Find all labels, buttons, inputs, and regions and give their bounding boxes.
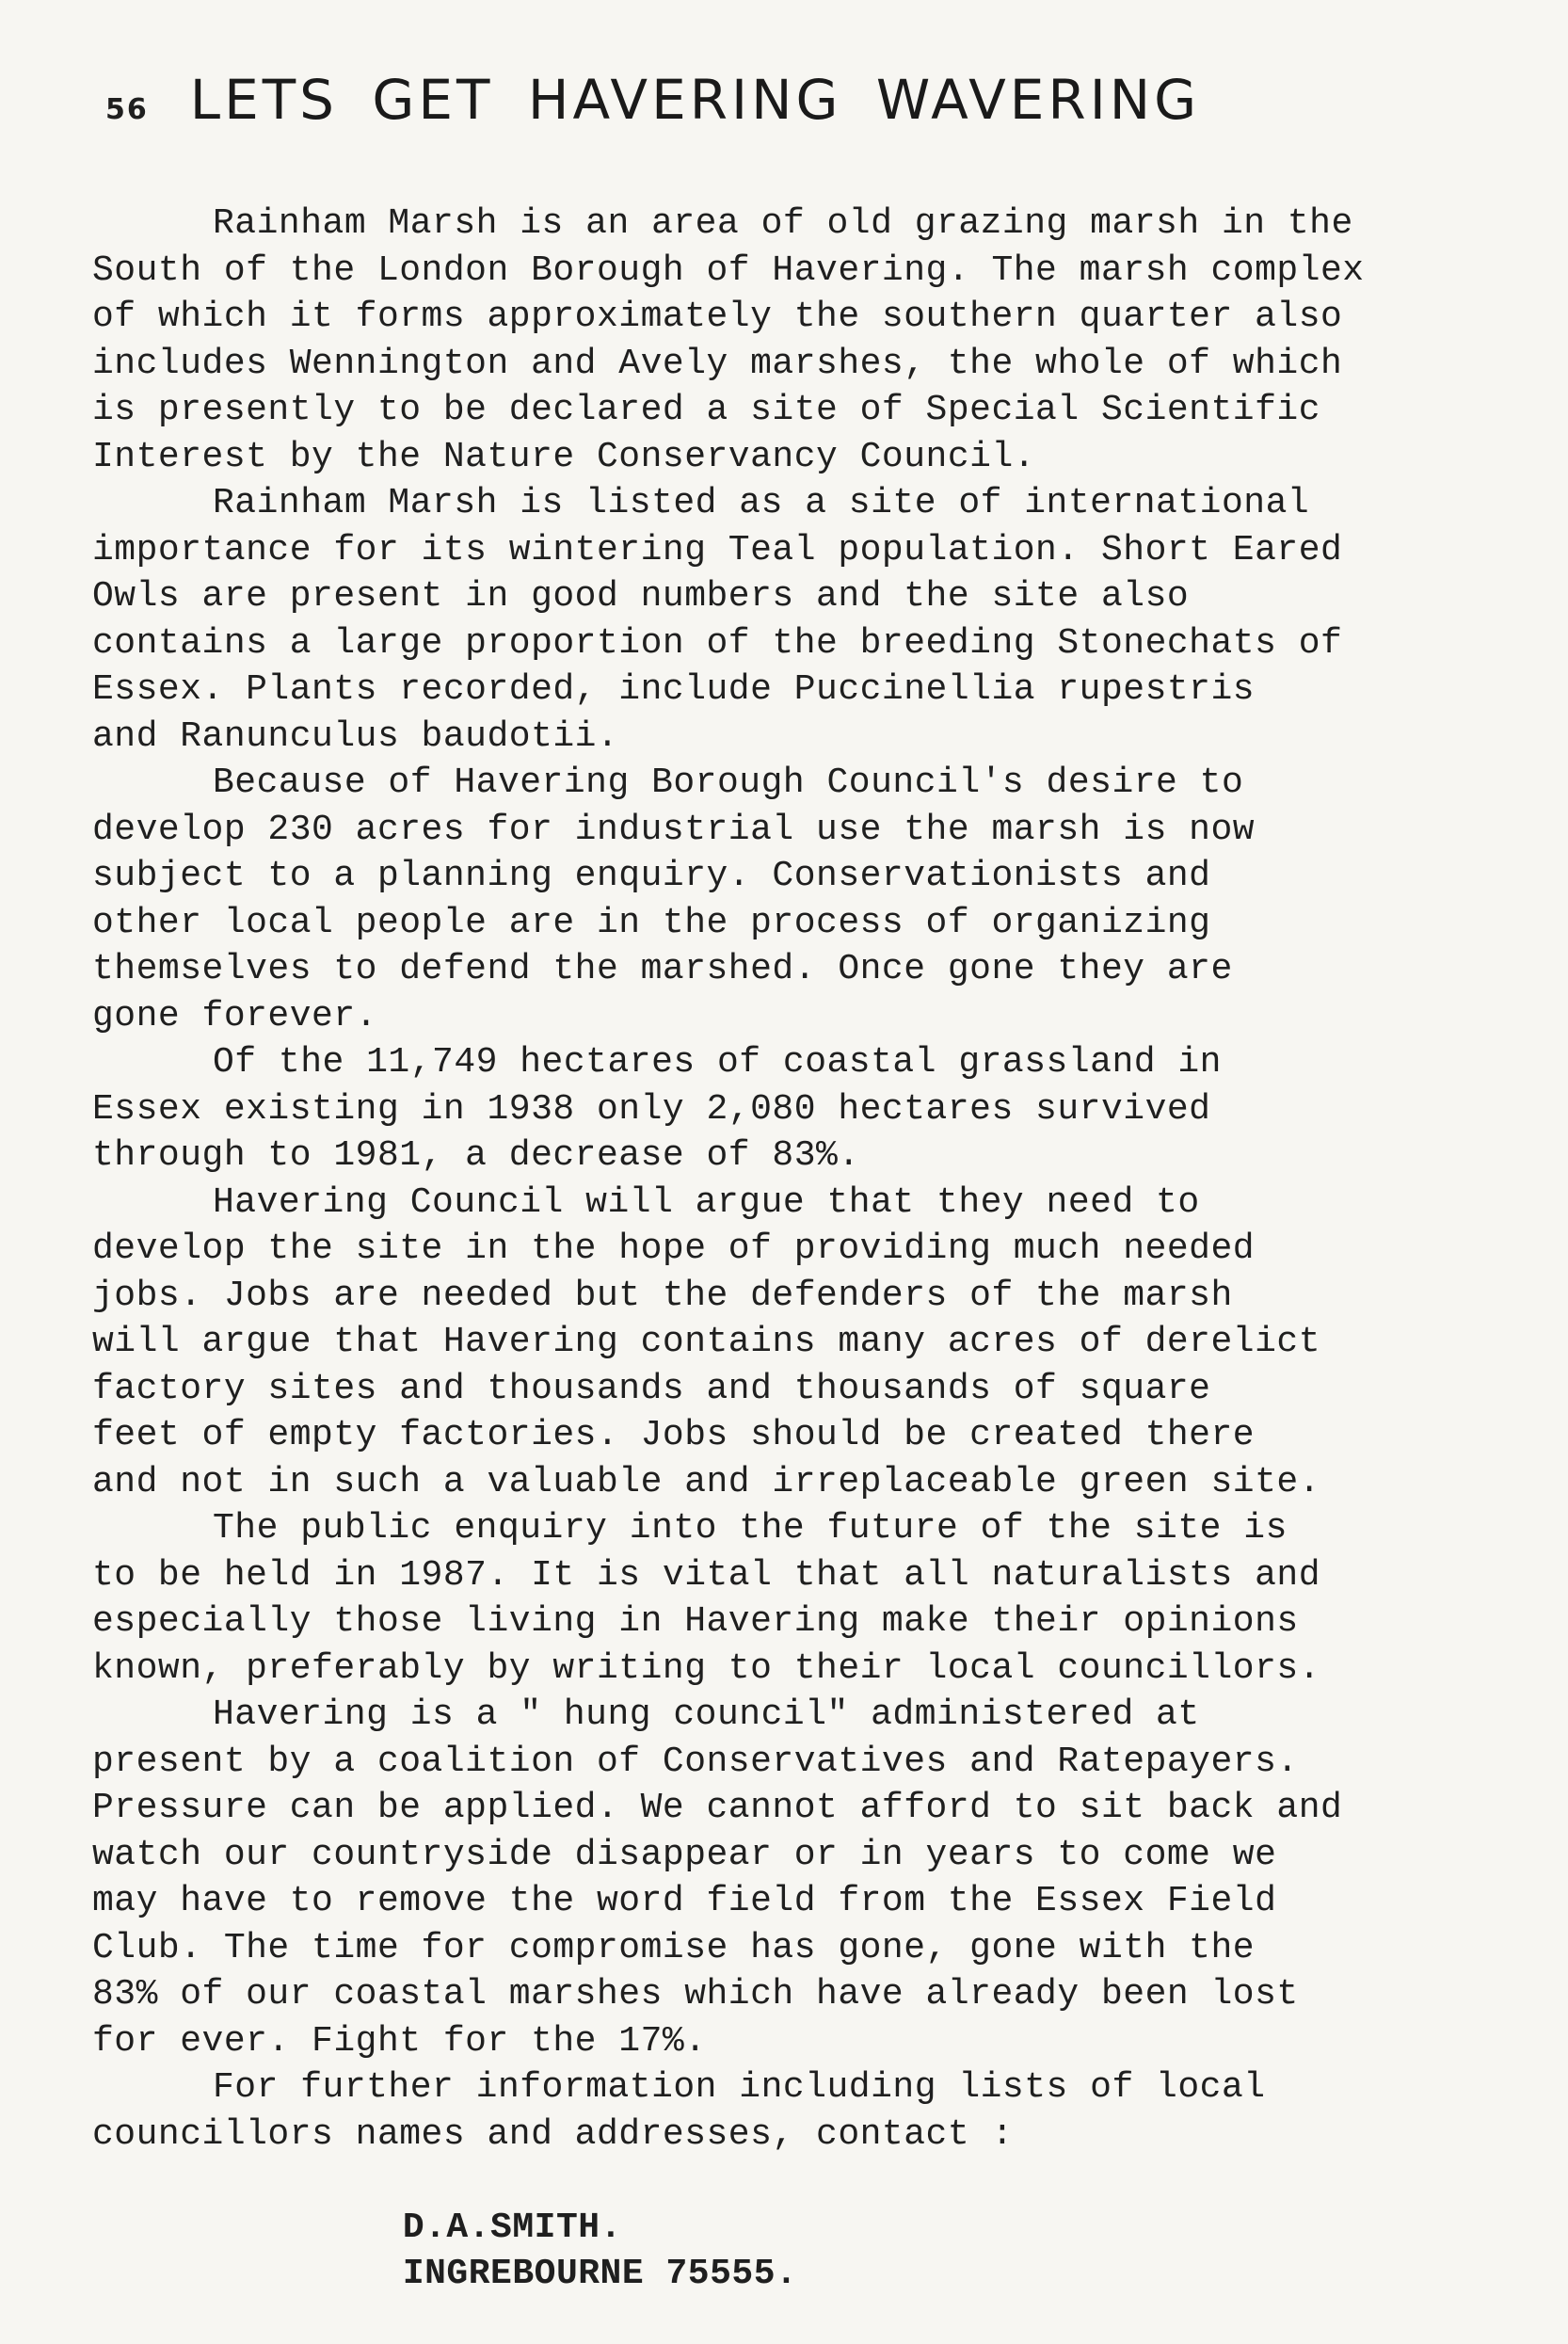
text-line: importance for its wintering Teal population. Short Eared bbox=[92, 529, 1343, 570]
text-line: other local people are in the process of organizing bbox=[92, 902, 1211, 943]
article-lines bbox=[92, 201, 1504, 2158]
article-body bbox=[92, 201, 1504, 2294]
text-line: 83% of our coastal marshes which have already been lost bbox=[92, 1974, 1299, 2015]
text-line: The public enquiry into the future of the site is bbox=[213, 1508, 1288, 1549]
text-line: through to 1981, a decrease of 83%. bbox=[92, 1135, 860, 1176]
text-line: of which it forms approximately the southern quarter also bbox=[92, 297, 1343, 337]
text-line: may have to remove the word field from the Essex Field bbox=[92, 1881, 1277, 1921]
text-line: Owls are present in good numbers and the site also bbox=[92, 576, 1190, 617]
text-line: known, preferably by writing to their local councillors. bbox=[92, 1647, 1321, 1689]
text-line: Rainham Marsh is listed as a site of international bbox=[213, 483, 1310, 523]
text-line: and not in such a valuable and irreplaceable green site. bbox=[92, 1461, 1321, 1502]
text-line: will argue that Havering contains many acres of derelict bbox=[92, 1322, 1321, 1362]
contact-line bbox=[92, 2158, 1504, 2294]
text-line: contains a large proportion of the breeding Stonechats of bbox=[92, 622, 1343, 664]
text-line: Essex. Plants recorded, include Puccinellia rupestris bbox=[92, 669, 1256, 710]
text-line: gone forever. bbox=[92, 995, 377, 1036]
text-line: develop 230 acres for industrial use the marsh is now bbox=[92, 809, 1256, 850]
page-header bbox=[105, 68, 1200, 143]
page-number: 56 bbox=[105, 93, 149, 126]
text-line: Essex existing in 1938 only 2,080 hectares survived bbox=[92, 1088, 1211, 1130]
page-title: LETS GET HAVERING WAVERING bbox=[189, 68, 1201, 132]
text-line: Havering Council will argue that they need to bbox=[213, 1181, 1200, 1223]
text-line: Rainham Marsh is an area of old grazing marsh in the bbox=[213, 203, 1353, 244]
text-line: Club. The time for compromise has gone, gone with the bbox=[92, 1927, 1256, 1968]
text-line: themselves to defend the marshed. Once gone they are bbox=[92, 949, 1233, 989]
text-line: South of the London Borough of Havering. The marsh complex bbox=[92, 249, 1365, 291]
text-line: present by a coalition of Conservatives and Ratepayers. bbox=[92, 1741, 1299, 1782]
contact-name: D.A.SMITH. bbox=[402, 2207, 622, 2248]
text-line: for ever. Fight for the 17%. bbox=[92, 2020, 707, 2062]
text-line: For further information including lists of local bbox=[213, 2067, 1266, 2108]
text-line: subject to a planning enquiry. Conservationists and bbox=[92, 856, 1211, 896]
text-line: includes Wennington and Avely marshes, the whole of which bbox=[92, 343, 1343, 384]
text-line: Havering is a " hung council" administered at bbox=[213, 1694, 1200, 1735]
text-line: feet of empty factories. Jobs should be created there bbox=[92, 1415, 1256, 1455]
text-line: especially those living in Havering make their opinions bbox=[92, 1601, 1299, 1642]
text-line: Because of Havering Borough Council's desire to bbox=[213, 763, 1244, 803]
text-line: councillors names and addresses, contact : bbox=[92, 2113, 1014, 2155]
text-line: jobs. Jobs are needed but the defenders of the marsh bbox=[92, 1275, 1233, 1316]
text-line: Pressure can be applied. We cannot afford to sit back and bbox=[92, 1788, 1343, 1828]
contact-phone: INGREBOURNE 75555. bbox=[402, 2254, 798, 2294]
text-line: is presently to be declared a site of Special Scientific bbox=[92, 390, 1321, 430]
text-line: develop the site in the hope of providing much needed bbox=[92, 1228, 1256, 1269]
text-line: Of the 11,749 hectares of coastal grassland in bbox=[213, 1042, 1222, 1083]
text-line: Interest by the Nature Conservancy Council. bbox=[92, 436, 1036, 477]
text-line: watch our countryside disappear or in years to come we bbox=[92, 1834, 1277, 1875]
text-line: to be held in 1987. It is vital that all naturalists and bbox=[92, 1554, 1321, 1596]
text-line: and Ranunculus baudotii. bbox=[92, 715, 619, 757]
text-line: factory sites and thousands and thousands of square bbox=[92, 1368, 1211, 1409]
